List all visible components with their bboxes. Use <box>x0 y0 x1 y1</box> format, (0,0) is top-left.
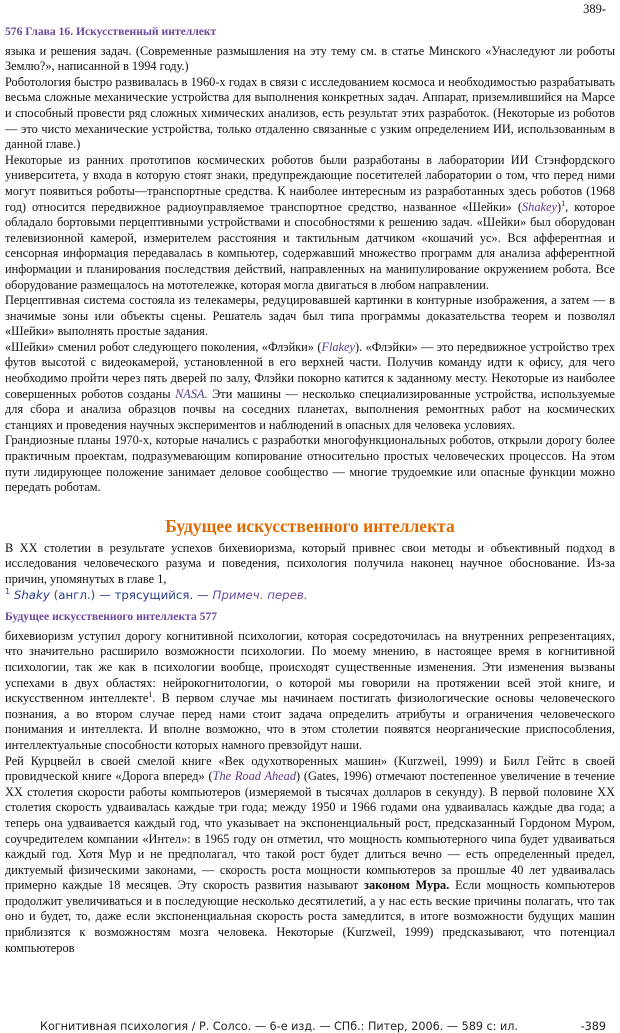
paragraph-3-text-a: Некоторые из ранних прототипов космических роботов были разработаны в лаборатории ИИ Стэнфордского университета, у входа в которую стоят знаки, предупреждающие посетителей лаборатории о том, что перед ними могут появиться роботы—транспортные средства. К наиболее интересным из разработанных здесь роботов (1968 год) относится передвижное радиоуправляемое транспортное средство, названное «Шейки» ( <box>5 152 615 214</box>
footnote-translator-note: Примеч. перев. <box>212 587 308 602</box>
running-head-section: Будущее искусственного интеллекта 577 <box>5 610 218 624</box>
running-head-chapter: 576 Глава 16. Искусственный интеллект <box>5 25 217 38</box>
paragraph-5-text-b: ). «Флэйки» — это передвижное устройство трех футов высотой с видеокамерой, установленной в его верхней части. Получив команду идти к офису, для чего необходимо пройти через пять дверей по залу, Флэйки покорно катится к заданному месту. Некоторые из наиболее совершенных роботов созданы <box>5 339 615 401</box>
footnote-ref-2[interactable]: 1 <box>148 690 153 700</box>
paragraph-8 <box>5 629 615 754</box>
paragraph-8-text-a: бихевиоризм уступил дорогу когнитивной психологии, которая сосредоточилась на внутренних репрезентациях, что значительно расширило возможности психологии. По моему мнению, в настоящее время в когнитивной психологии, так же как в психологии вообще, происходят существенные изменения. Эти изменения вызваны успехами в двух областях: нейрокогнитологии, о которой мы говорили на протяжении всей этой книге, и искусственном интеллекте <box>5 628 615 706</box>
footnote-ref-1[interactable]: 1 <box>561 198 566 208</box>
paragraph-2: Роботология быстро развивалась в 1960-х годах в связи с исследованием космоса и необходимостью разрабатывать весьма сложные механические устройства для выполнения конкретных задач. Аппарат, приземлившийся на Марсе и способный провести ряд сложных химических анализов, есть результат этих разработок. (Некоторые из роботов — это чисто механические устройства, только отдаленно связанные с узким определением ИИ, использованным в данной главе.) <box>5 74 615 152</box>
paragraph-9-text-c: Если мощность компьютеров продолжит увеличиваться и в последующие несколько десятилетий, а у нас есть веские причины полагать, что так оно и будет, то, даже если экспоненциальная скорость роста замедлится, в итоге возможности будущих машин приблизятся к возможностям мозга человека. Некоторые (Kurzweil, 1999) предсказывают, что потенциал компьютеров <box>5 878 615 955</box>
footnote-text: (англ.) — трясущийся. — <box>49 587 213 602</box>
road-ahead-title: The Road Ahead <box>212 769 297 784</box>
section-title: Будущее искусственного интеллекта <box>165 515 455 536</box>
paragraph-9-text-a: Рей Курцвейл в своей смелой книге «Век одухотворенных машин» (Kurzweil, 1999) и Билл Гейтс в своей провидческой книге «Дорога вперед» ( <box>5 753 615 784</box>
paragraph-4: Перцептивная система состояла из телекамеры, редуцировавшей картинки в контурные изображения, а затем — в значимые зоны или объекты сцены. Решатель задач был типа программы доказательства теорем и позволял «Шейки» выполнять простые задания. <box>5 293 615 339</box>
footer-page-number: -389 <box>580 1020 606 1033</box>
paragraph-3: Некоторые из ранних прототипов космических роботов были разработаны в лаборатории ИИ Стэнфордского университета, у входа в которую стоят знаки, предупреждающие посетителей лаборатории о том, что перед ними могут появиться роботы—транспортные средства. К наиболее интересным из разработанных здесь роботов (1968 год) относится передвижное радиоуправляемое транспортное средство, названное «Шейки» (Shakey)$^1$, которое обладало бортовыми перцептивными устройствами и способностями к решению задач. «Шейки» был оборудован телевизионной камерой, измерителем расстояния и тактильным датчиком «кошачий ус». Вся афферентная и сенсорная информация передавалась в компьютер, содержавший множество программ для анализа афферентной информации и планирования последствия действий, направленных на манипулирование окружением робота. Все оборудование размещалось на мототележке, которая могла двигаться в любом направлении. <box>5 152 615 292</box>
footer-citation: Когнитивная психология / Р. Солсо. — 6-е изд. — СПб.: Питер, 2006. — 589 с: ил. <box>40 1020 518 1033</box>
paragraph-5-text-c: Эти машины — несколько специализированные устройства, используемые для сбора и анализа образцов почвы на соседних планетах, выполнения ремонтных работ на космических станциях и проведения научных экспериментов и наблюдений в опасных для человека условиях. <box>5 386 615 432</box>
paragraph-5-text-a: «Шейки» сменил робот следующего поколения, «Флэйки» ( <box>5 339 322 354</box>
paragraph-3-text-b: , которое обладало бортовыми перцептивными устройствами и способностями к решению задач. «Шейки» был оборудован телевизионной камерой, измерителем расстояния и тактильным датчиком «кошачий ус». Вся афферентная и сенсорная информация передавалась в компьютер, содержавший множество программ для анализа афферентной информации и планирования последствия действий, направленных на манипулирование окружением робота. Все оборудование размещалось на мототележке, которая могла двигаться в любом направлении. <box>5 199 615 292</box>
paragraph-6: Грандиозные планы 1970-х, которые начались с разработки многофункциональных роботов, открыли дорогу более практичным проектам, подразумевающим копирование относительно простых человеческих процессов. На этом пути лидирующее положение занимает деловое сообщество — многие трудоемкие или опасные функции можно передать роботам. <box>5 433 615 495</box>
shakey-term: Shakey <box>522 199 557 214</box>
flakey-term: Flakey <box>321 339 356 354</box>
paragraph-7: В XX столетии в результате успехов бихевиоризма, который привнес свои методы и объективный подход в исследования человеческого разума и поведения, психология получила наконец научное обоснование. Из-за причин, упомянутых в главе 1, <box>5 540 615 586</box>
paragraph-1: языка и решения задач. (Современные размышления на эту тему см. в статье Минского «Унаследуют ли роботы Землю?», написанной в 1994 году.) <box>5 43 615 74</box>
nasa-term: NASA. <box>175 386 208 401</box>
paragraph-9 <box>5 754 615 957</box>
paragraph-9-text-b: ) (Gates, 1996) отмечают постепенное увеличение в течение XX столетия скорости работы компьютеров (измеряемой в тысячах долларов в секунду). В первой половине XX столетия скорость удваивалась каждые три года; между 1950 и 1966 годами она удваивалась каждые два года; а теперь она удваивается каждый год, что указывает на экспоненциальный рост, предсказанный Гордоном Муром, соучредителем компании «Интел»: в 1965 году он отметил, что мощность компьютерного чипа будет удваиваться каждый год. Хотя Мур и не предполагал, что такой рост будет длиться вечно — есть определенный предел, диктуемый физическими законами, — скорость роста мощности компьютеров за прошлые 40 лет удваивалась примерно каждые 18 месяцев. Эту скорость развития называют <box>5 769 615 893</box>
footnote-1 <box>5 588 615 604</box>
page-body <box>5 22 615 956</box>
footnote-word: Shaky <box>13 587 50 602</box>
moores-law-term: законом Мура. <box>364 878 450 893</box>
paragraph-8-text-b: . В первом случае мы начинаем постигать физиологические основы человеческого познания, а во втором случае перед нами стоит задача определить атрибуты и ограничения человеческого понимания и интеллекта. И вполне возможно, что в этом столетии появятся неорганические приспособления, интеллектуальные способности которых намного превзойдут наши. <box>5 691 615 752</box>
paragraph-5 <box>5 340 615 434</box>
footnote-number: 1 <box>5 586 11 596</box>
top-page-number: 389- <box>583 2 606 16</box>
